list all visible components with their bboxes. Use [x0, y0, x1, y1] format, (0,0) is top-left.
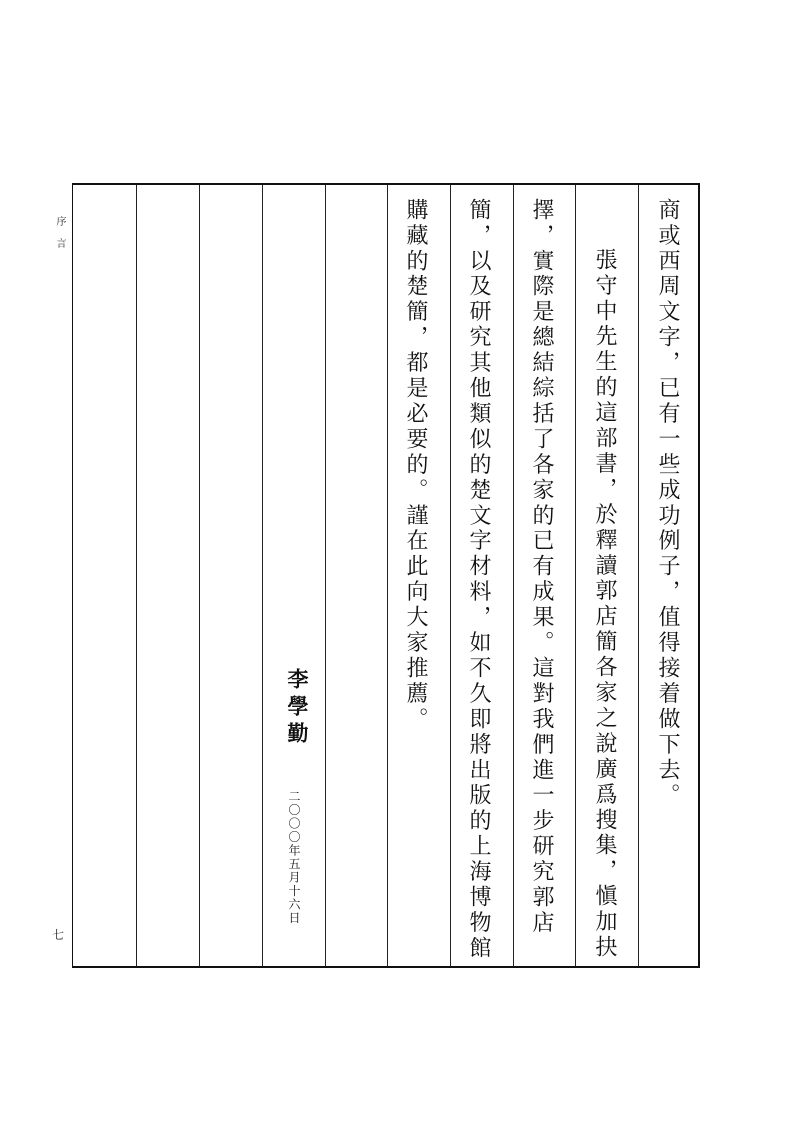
- column-divider: [638, 185, 639, 966]
- signature-date: 二〇〇〇年五月十六日: [287, 790, 301, 925]
- column-divider: [199, 185, 200, 966]
- column-divider: [450, 185, 451, 966]
- column-divider: [325, 185, 326, 966]
- author-name: 李學勤: [285, 668, 310, 749]
- column-divider: [262, 185, 263, 966]
- column-divider: [136, 185, 137, 966]
- page-number: 七: [52, 928, 65, 942]
- text-column-5: 購藏的楚簡，都是必要的。謹在此向大家推薦。: [403, 198, 428, 733]
- column-divider: [575, 185, 576, 966]
- text-column-1: 商或西周文字，已有一些成功例子，值得接着做下去。: [655, 198, 680, 809]
- running-header-label: 序言: [54, 216, 65, 260]
- text-column-4: 簡，以及研究其他類似的楚文字材料，如不久即將出版的上海博物館: [466, 198, 491, 962]
- text-column-2: 張守中先生的這部書，於釋讀郭店簡各家之說廣爲搜集，愼加抉: [592, 248, 617, 961]
- text-column-3: 擇，實際是總結綜括了各家的已有成果。這對我們進一步研究郭店: [529, 198, 554, 937]
- column-divider: [513, 185, 514, 966]
- column-divider: [387, 185, 388, 966]
